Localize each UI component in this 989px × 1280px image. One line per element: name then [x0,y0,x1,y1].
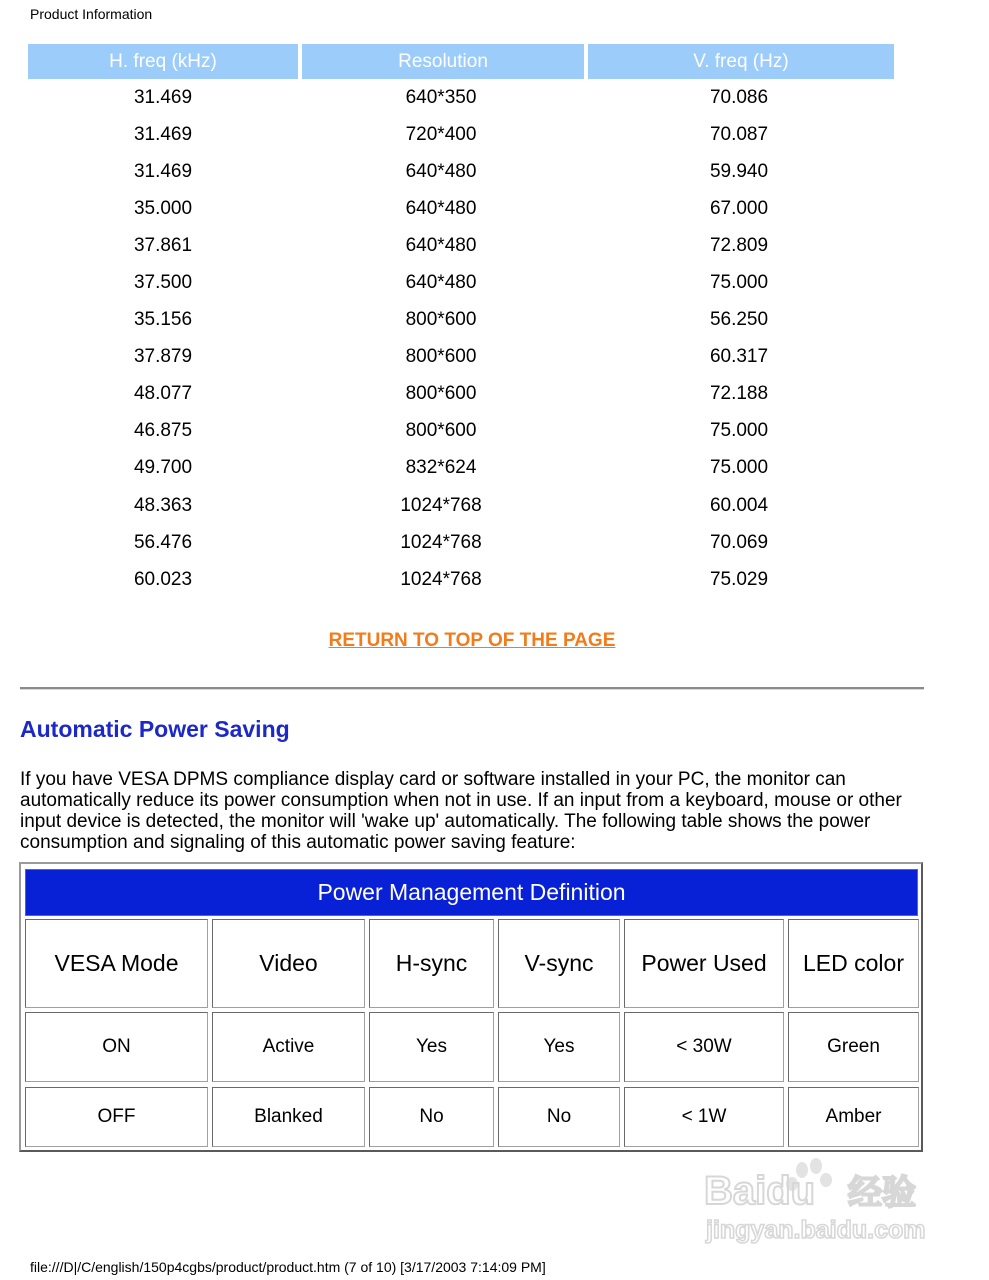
table-cell: 60.023 [133,568,193,590]
power-column-header: Power Used [624,919,784,1008]
power-table-cell: < 1W [624,1087,784,1147]
table-cell: 31.469 [133,123,193,145]
table-cell: 1024*768 [400,531,482,553]
table-cell: 75.000 [709,420,769,442]
table-cell: 46.875 [133,420,193,442]
table-cell: 60.004 [709,494,769,516]
table-row [28,302,894,339]
frequency-table [28,44,894,598]
return-to-top-container [0,630,944,652]
table-cell: 640*480 [405,197,477,219]
table-cell: 800*600 [405,420,477,442]
watermark-url: jingyan.baidu.com [706,1216,926,1244]
table-cell: 640*480 [405,234,477,256]
power-table-cell: No [369,1087,494,1147]
table-cell: 640*350 [405,86,477,108]
table-cell: 35.156 [133,309,193,331]
power-table-cell: Active [212,1012,365,1082]
table-cell: 800*600 [405,383,477,405]
table-cell: 75.000 [709,457,769,479]
table-row [28,339,894,376]
table-row [28,153,894,190]
table-cell: 70.086 [709,86,769,108]
power-column-header: H-sync [369,919,494,1008]
table-cell: 59.940 [709,160,769,182]
table-cell: 67.000 [709,197,769,219]
horizontal-divider [20,687,924,690]
power-table-cell: Green [788,1012,919,1082]
column-header: H. freq (kHz) [28,44,298,79]
table-cell: 75.000 [709,272,769,294]
page-header-title: Product Information [30,6,153,22]
table-cell: 70.087 [709,123,769,145]
table-row [28,227,894,264]
power-table-cell: Blanked [212,1087,365,1147]
column-header: V. freq (Hz) [584,44,894,79]
watermark-cn: 经验 [848,1173,916,1213]
table-cell: 800*600 [405,346,477,368]
table-cell: 640*480 [405,272,477,294]
power-table-cell: OFF [25,1087,208,1147]
table-cell: 49.700 [133,457,193,479]
table-cell: 48.363 [133,494,193,516]
table-row [28,190,894,227]
table-cell: 72.809 [709,234,769,256]
power-management-table [19,862,923,1152]
watermark-brand: Baidu [704,1169,816,1213]
return-to-top-link[interactable]: RETURN TO TOP OF THE PAGE [328,630,616,651]
table-cell: 800*600 [405,309,477,331]
power-table-cell: No [498,1087,620,1147]
table-row [28,79,894,116]
table-cell: 56.250 [709,309,769,331]
footer-path: file:///D|/C/english/150p4cgbs/product/product.htm (7 of 10) [3/17/2003 7:14:09 PM] [30,1259,546,1275]
table-row [28,450,894,487]
table-row [28,264,894,301]
table-cell: 37.500 [133,272,193,294]
table-cell: 1024*768 [400,494,482,516]
table-header-row [28,44,894,79]
section-title: Automatic Power Saving [20,716,290,742]
power-column-header: LED color [788,919,919,1008]
table-cell: 72.188 [709,383,769,405]
column-header: Resolution [298,44,584,79]
power-table-cell: < 30W [624,1012,784,1082]
table-cell: 640*480 [405,160,477,182]
table-cell: 35.000 [133,197,193,219]
table-cell: 1024*768 [400,568,482,590]
table-cell: 75.029 [709,568,769,590]
table-cell: 37.861 [133,234,193,256]
table-cell: 31.469 [133,86,193,108]
power-table-cell: ON [25,1012,208,1082]
power-table-cell: Amber [788,1087,919,1147]
table-row [28,116,894,153]
baidu-watermark-logo [702,1158,934,1246]
intro-paragraph: If you have VESA DPMS compliance display card or software installed in your PC, the monitor can automatically reduce its power consumption when not in use. If an input from a keyboard, mouse or other input device is detected, the monitor will 'wake up' automatically. The following table shows the power consumption and signaling of this automatic power saving feature: [20,769,902,853]
table-row [28,413,894,450]
table-cell: 70.069 [709,531,769,553]
table-row [28,561,894,598]
table-row [28,487,894,524]
power-column-header: V-sync [498,919,620,1008]
power-table-cell: Yes [369,1012,494,1082]
power-table-cell: Yes [498,1012,620,1082]
power-column-header: VESA Mode [25,919,208,1008]
table-cell: 37.879 [133,346,193,368]
table-cell: 48.077 [133,383,193,405]
table-cell: 31.469 [133,160,193,182]
power-table-title: Power Management Definition [25,869,918,916]
table-row [28,376,894,413]
table-cell: 60.317 [709,346,769,368]
table-cell: 56.476 [133,531,193,553]
power-column-header: Video [212,919,365,1008]
table-row [28,524,894,561]
table-cell: 720*400 [405,123,477,145]
table-cell: 832*624 [405,457,477,479]
